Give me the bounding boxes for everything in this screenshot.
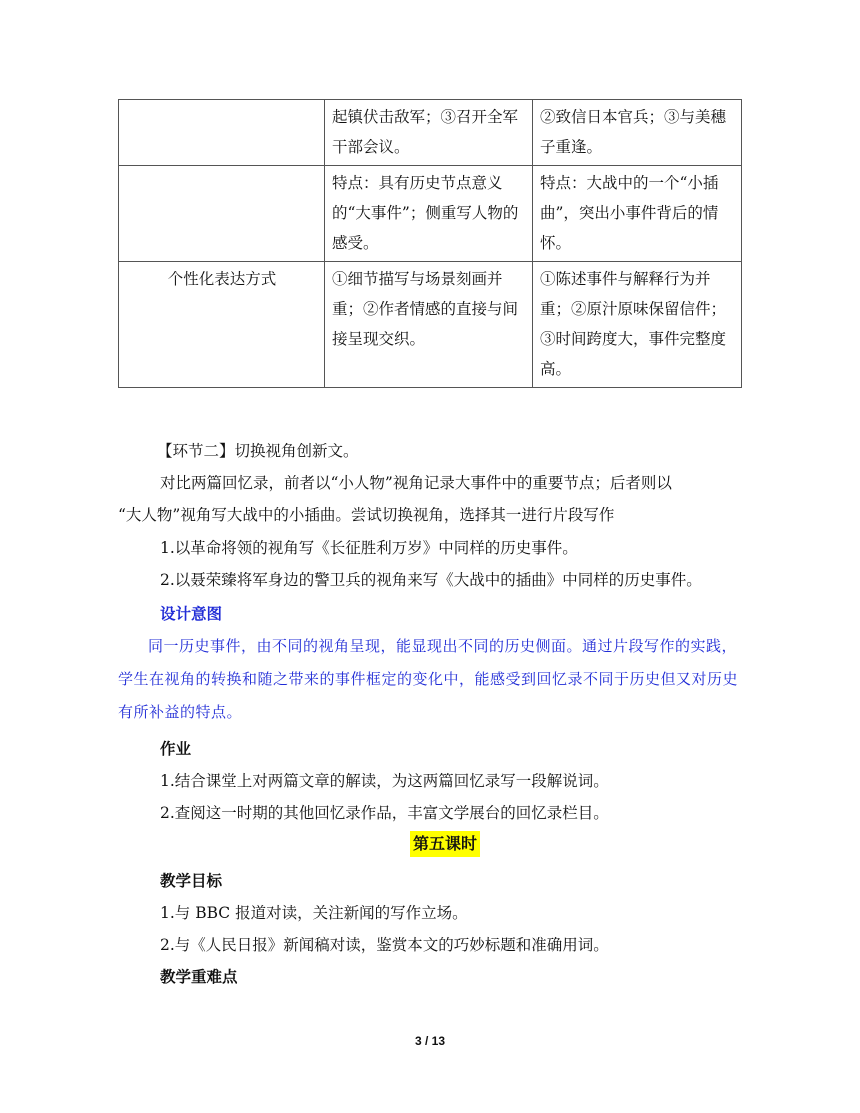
list-item: 2.以聂荣臻将军身边的警卫兵的视角来写《大战中的插曲》中同样的历史事件。 [160,571,702,589]
list-item: 2.查阅这一时期的其他回忆录作品，丰富文学展台的回忆录栏目。 [160,804,609,822]
table-cell [119,100,325,166]
table-cell: 特点：具有历史节点意义的“大事件”；侧重写人物的感受。 [325,166,533,262]
table-cell: 起镇伏击敌军；③召开全军干部会议。 [325,100,533,166]
table-cell: ①细节描写与场景刻画并重；②作者情感的直接与间接呈现交织。 [325,262,533,388]
lesson-title: 第五课时 [410,831,480,857]
section-heading: 【环节二】切换视角创新文。 [157,442,359,460]
paragraph-line: 对比两篇回忆录，前者以“小人物”视角记录大事件中的重要节点；后者则以 [160,474,672,492]
table-cell: ②致信日本官兵；③与美穗子重逢。 [533,100,742,166]
list-item: 2.与《人民日报》新闻稿对读，鉴赏本文的巧妙标题和准确用词。 [160,936,609,954]
list-item: 1.以革命将领的视角写《长征胜利万岁》中同样的历史事件。 [160,539,578,557]
design-intent-text: 同一历史事件，由不同的视角呈现，能显现出不同的历史侧面。通过片段写作的实践，学生在视角的转换和随之带来的事件框定的变化中，能感受到回忆录不同于历史但又对历史有所补益的特点。 [118,637,739,721]
homework-heading: 作业 [160,740,192,758]
table-cell: 个性化表达方式 [119,262,325,388]
comparison-table [118,99,742,388]
table-row [119,262,742,388]
goals-heading: 教学目标 [160,872,223,890]
list-item: 1.与 BBC 报道对读，关注新闻的写作立场。 [160,904,468,922]
design-intent-heading: 设计意图 [160,605,223,623]
list-item: 1.结合课堂上对两篇文章的解读，为这两篇回忆录写一段解说词。 [160,772,609,790]
table-cell: 特点：大战中的一个“小插曲”，突出小事件背后的情怀。 [533,166,742,262]
table-row [119,166,742,262]
page-number: 3 / 13 [414,1034,446,1048]
paragraph-line: “大人物”视角写大战中的小插曲。尝试切换视角，选择其一进行片段写作 [118,506,615,524]
difficulty-heading: 教学重难点 [160,968,238,986]
table-row [119,100,742,166]
table-cell [119,166,325,262]
table-cell: ①陈述事件与解释行为并重；②原汁原味保留信件；③时间跨度大，事件完整度高。 [533,262,742,388]
